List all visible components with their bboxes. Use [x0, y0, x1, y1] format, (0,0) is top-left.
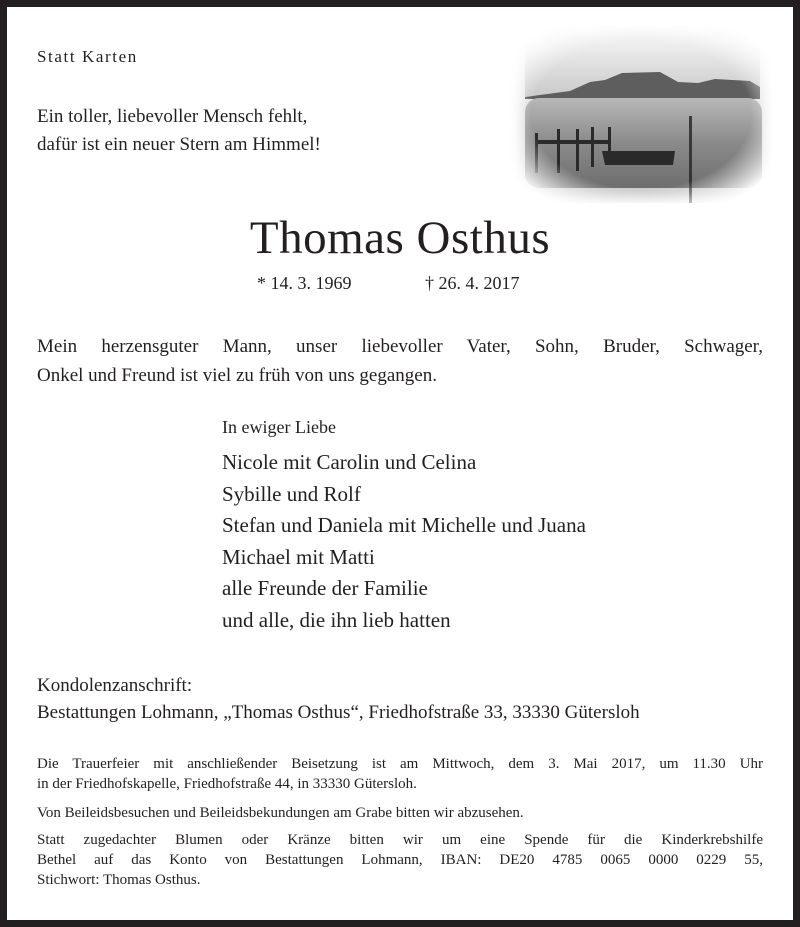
condolence-address: Bestattungen Lohmann, „Thomas Osthus“, Friedhofstraße 33, 33330 Gütersloh [37, 702, 640, 723]
intro-line: Mein herzensguter Mann, unser liebevoller Vater, Sohn, Bruder, Schwager, [37, 336, 763, 357]
donation-info [37, 830, 763, 890]
deceased-name: Thomas Osthus [249, 212, 551, 264]
memorial-quote [37, 103, 321, 159]
birth-date: * 14. 3. 1969 [257, 273, 352, 293]
no-visits-note: Von Beileidsbesuchen und Beileidsbekundungen am Grabe bitten wir abzusehen. [37, 805, 524, 821]
in-eternal-love-line: In ewiger Liebe [222, 417, 336, 437]
funeral-line: Die Trauerfeier mit anschließender Beisetzung ist am Mittwoch, dem 3. Mai 2017, um 11.30 Uhr [37, 756, 763, 772]
donation-line: Bethel auf das Konto von Bestattungen Lohmann, IBAN: DE20 4785 0065 0000 0229 55, [37, 852, 763, 868]
death-date: † 26. 4. 2017 [425, 273, 520, 293]
mourner-entry: Nicole mit Carolin und Celina [222, 450, 477, 474]
quote-line: Ein toller, liebevoller Mensch fehlt, [37, 106, 308, 127]
funeral-line: in der Friedhofskapelle, Friedhofstraße 44, in 33330 Gütersloh. [37, 776, 417, 792]
donation-line: Stichwort: Thomas Osthus. [37, 872, 201, 888]
mourner-entry: alle Freunde der Familie [222, 576, 428, 600]
header-statt-karten: Statt Karten [37, 47, 138, 66]
funeral-info [37, 754, 763, 794]
mourner-entry: Stefan und Daniela mit Michelle und Juana [222, 513, 586, 537]
donation-line: Statt zugedachter Blumen oder Kränze bitten wir um eine Spende für die Kinderkrebshilfe [37, 832, 763, 848]
intro-line: Onkel und Freund ist viel zu früh von uns gegangen. [37, 365, 437, 386]
mourner-entry: Michael mit Matti [222, 544, 375, 569]
mourner-entry: Sybille und Rolf [222, 481, 361, 506]
quote-line: dafür ist ein neuer Stern am Himmel! [37, 134, 321, 155]
mourner-entry: und alle, die ihn lieb hatten [222, 607, 451, 632]
obituary-notice [7, 7, 793, 920]
lake-jetty-photo [510, 25, 772, 203]
condolence-label: Kondolenzanschrift: [37, 675, 193, 696]
mourners-list [222, 447, 586, 636]
intro-paragraph [37, 332, 763, 390]
